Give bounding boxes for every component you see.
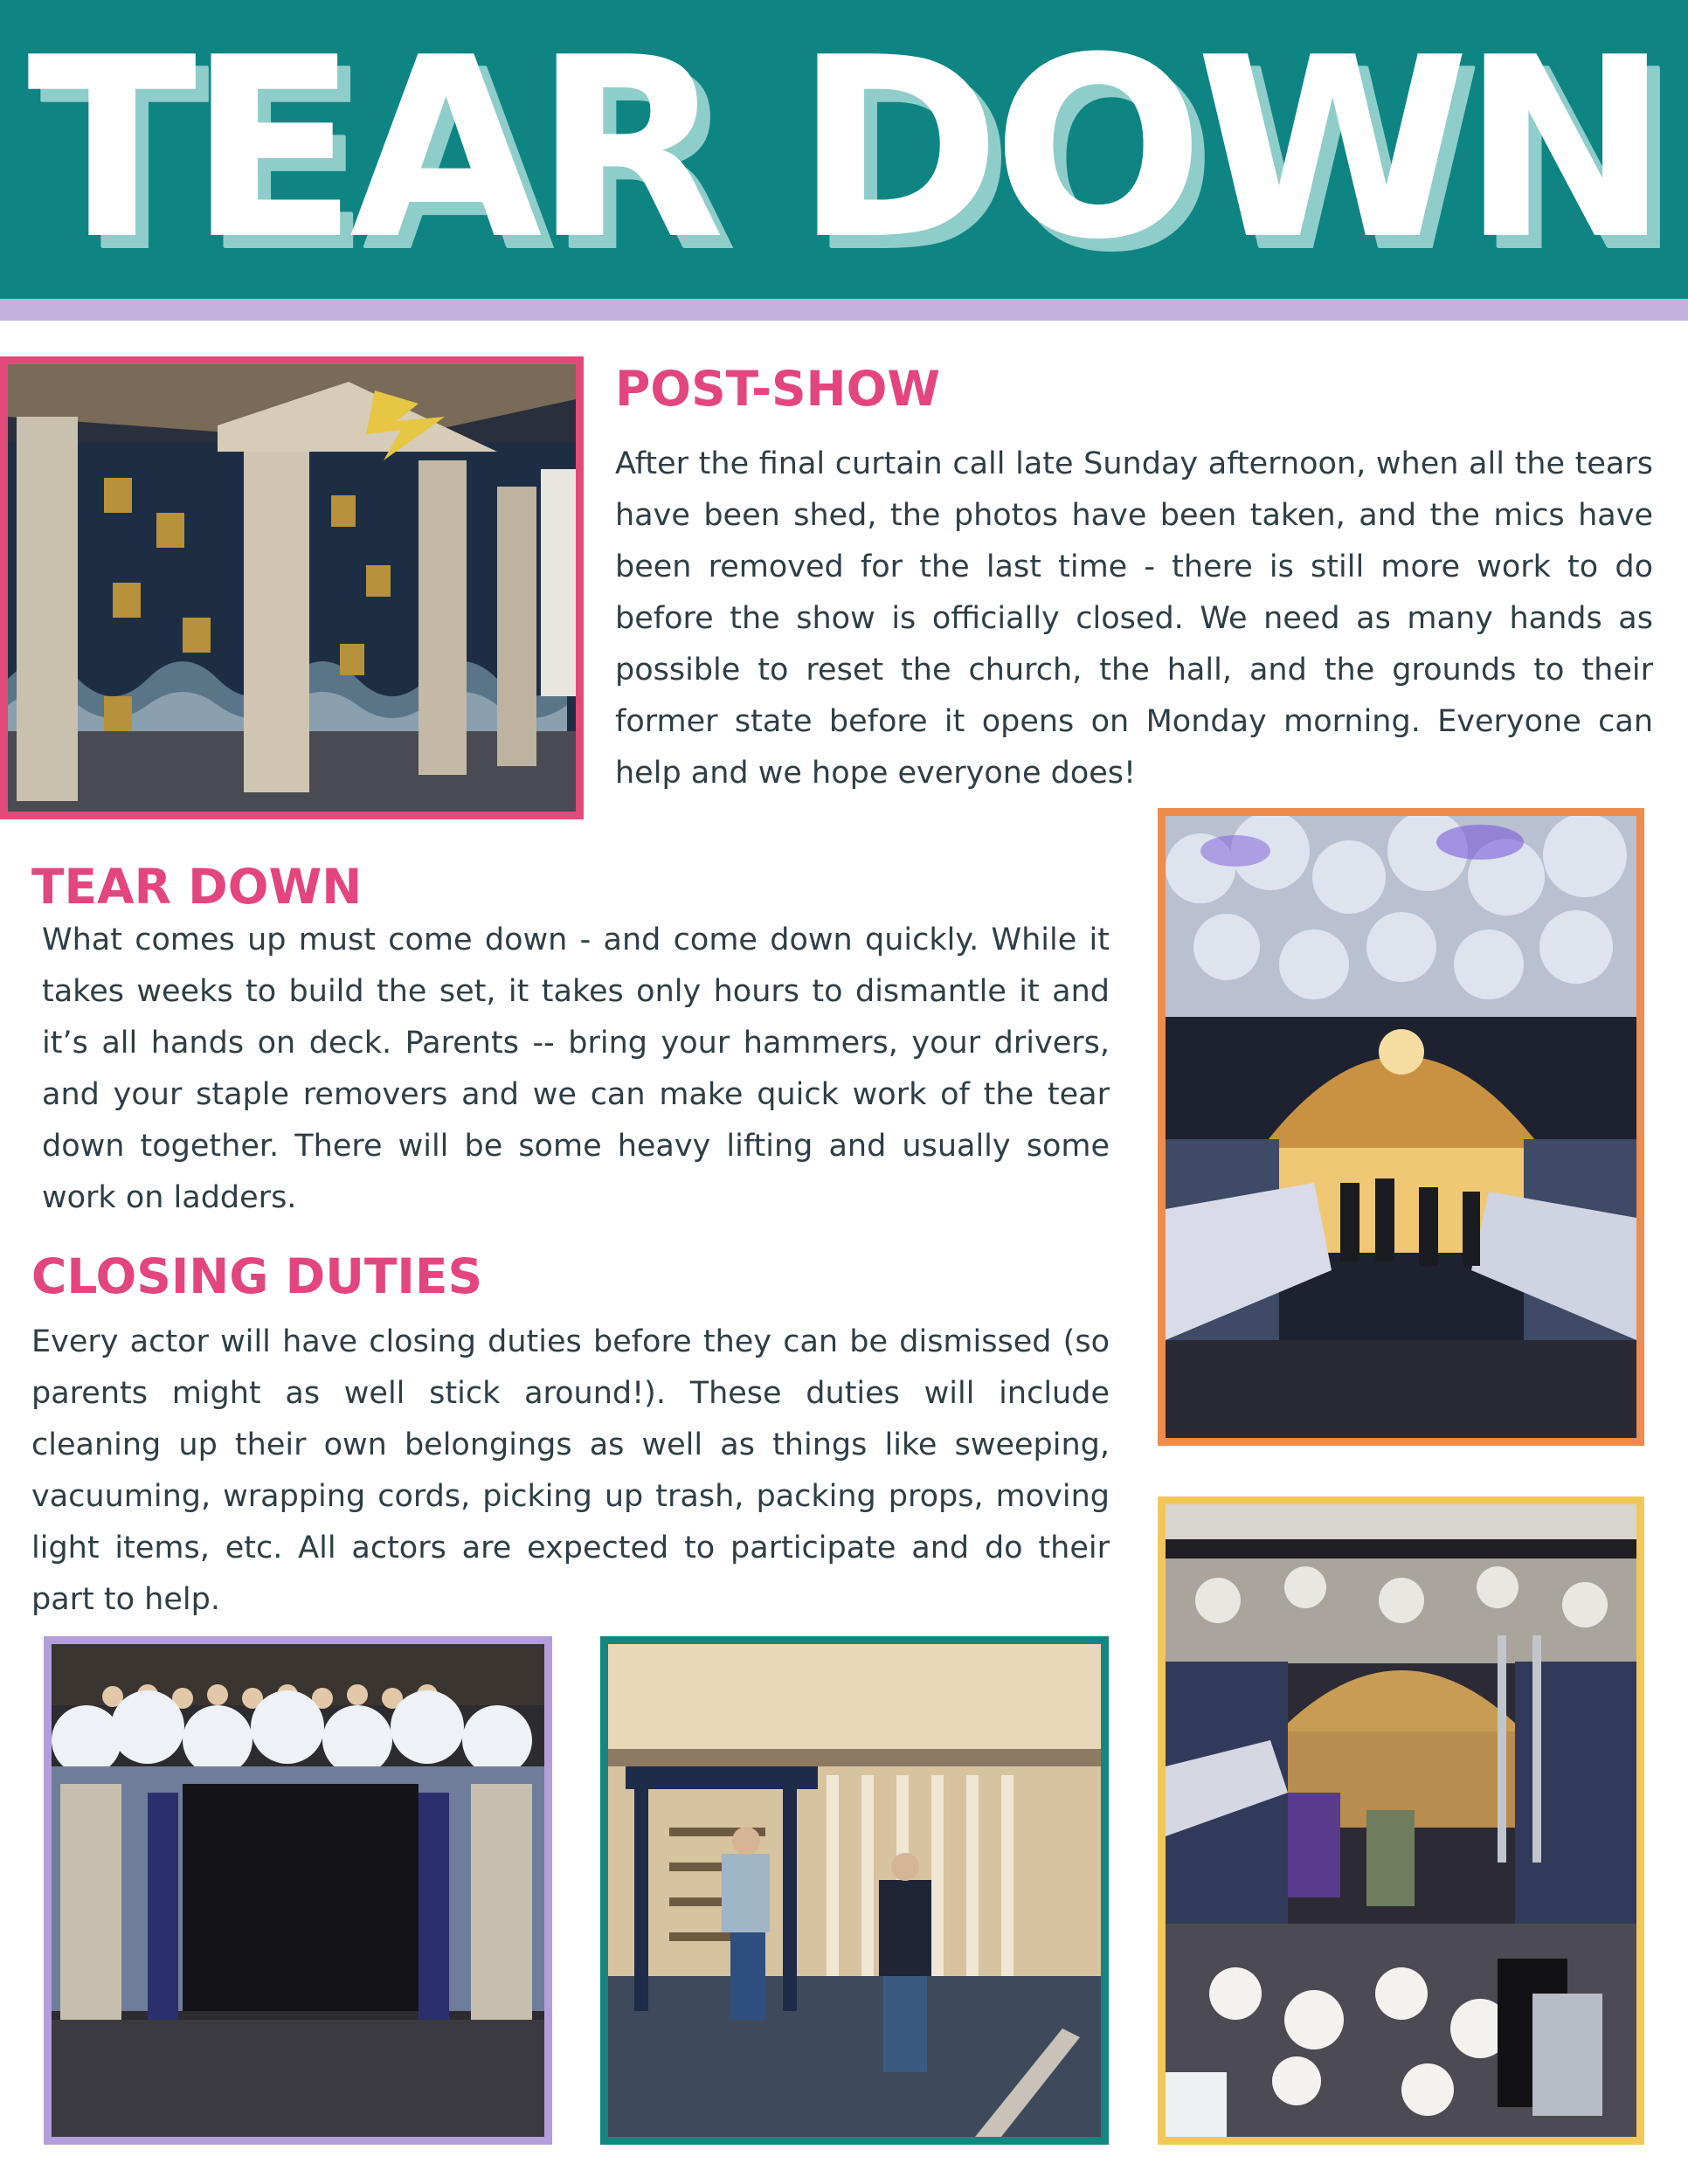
header-stripe	[0, 299, 1688, 321]
photo-cloud-hallway	[1158, 808, 1644, 1446]
photo-dismantling-loft	[600, 1636, 1109, 2145]
photo-cast-cloud-stage	[44, 1636, 552, 2145]
photo-greek-columns-lobby	[0, 356, 584, 819]
closing-duties-heading: CLOSING DUTIES	[31, 1248, 483, 1304]
tear-down-heading: TEAR DOWN	[31, 859, 363, 915]
tear-down-paragraph: What comes up must come down - and come down quickly. While it takes weeks to build the set, it takes only hours to dismantle it and it’s all hands on deck. Parents -- bring your hammers, your drivers, and your staple removers and we can make quick work of the tear down together. There will be some heavy lifting and usually some work on ladders.	[42, 923, 1110, 1215]
closing-duties-paragraph: Every actor will have closing duties before they can be dismissed (so parents might as well stick around!). These duties will include cleaning up their own belongings as well as things like sweeping, vacuuming, wrapping cords, picking up trash, packing props, moving light items, etc. All actors are expected to participate and do their part to help.	[31, 1324, 1110, 1617]
photo-cloud-cleanup	[1158, 1496, 1644, 2145]
post-show-heading: POST-SHOW	[615, 361, 941, 417]
page-title: TEAR DOWN	[26, 3, 1662, 294]
post-show-paragraph: After the final curtain call late Sunday afternoon, when all the tears have been shed, the photos have been taken, and the mics have been removed for the last time - there is still more work to do before the show is officially closed. We need as many hands as possible to reset the church, the hall, and the grounds to their former state before it opens on Monday morning. Everyone can help and we hope everyone does!	[615, 446, 1653, 791]
